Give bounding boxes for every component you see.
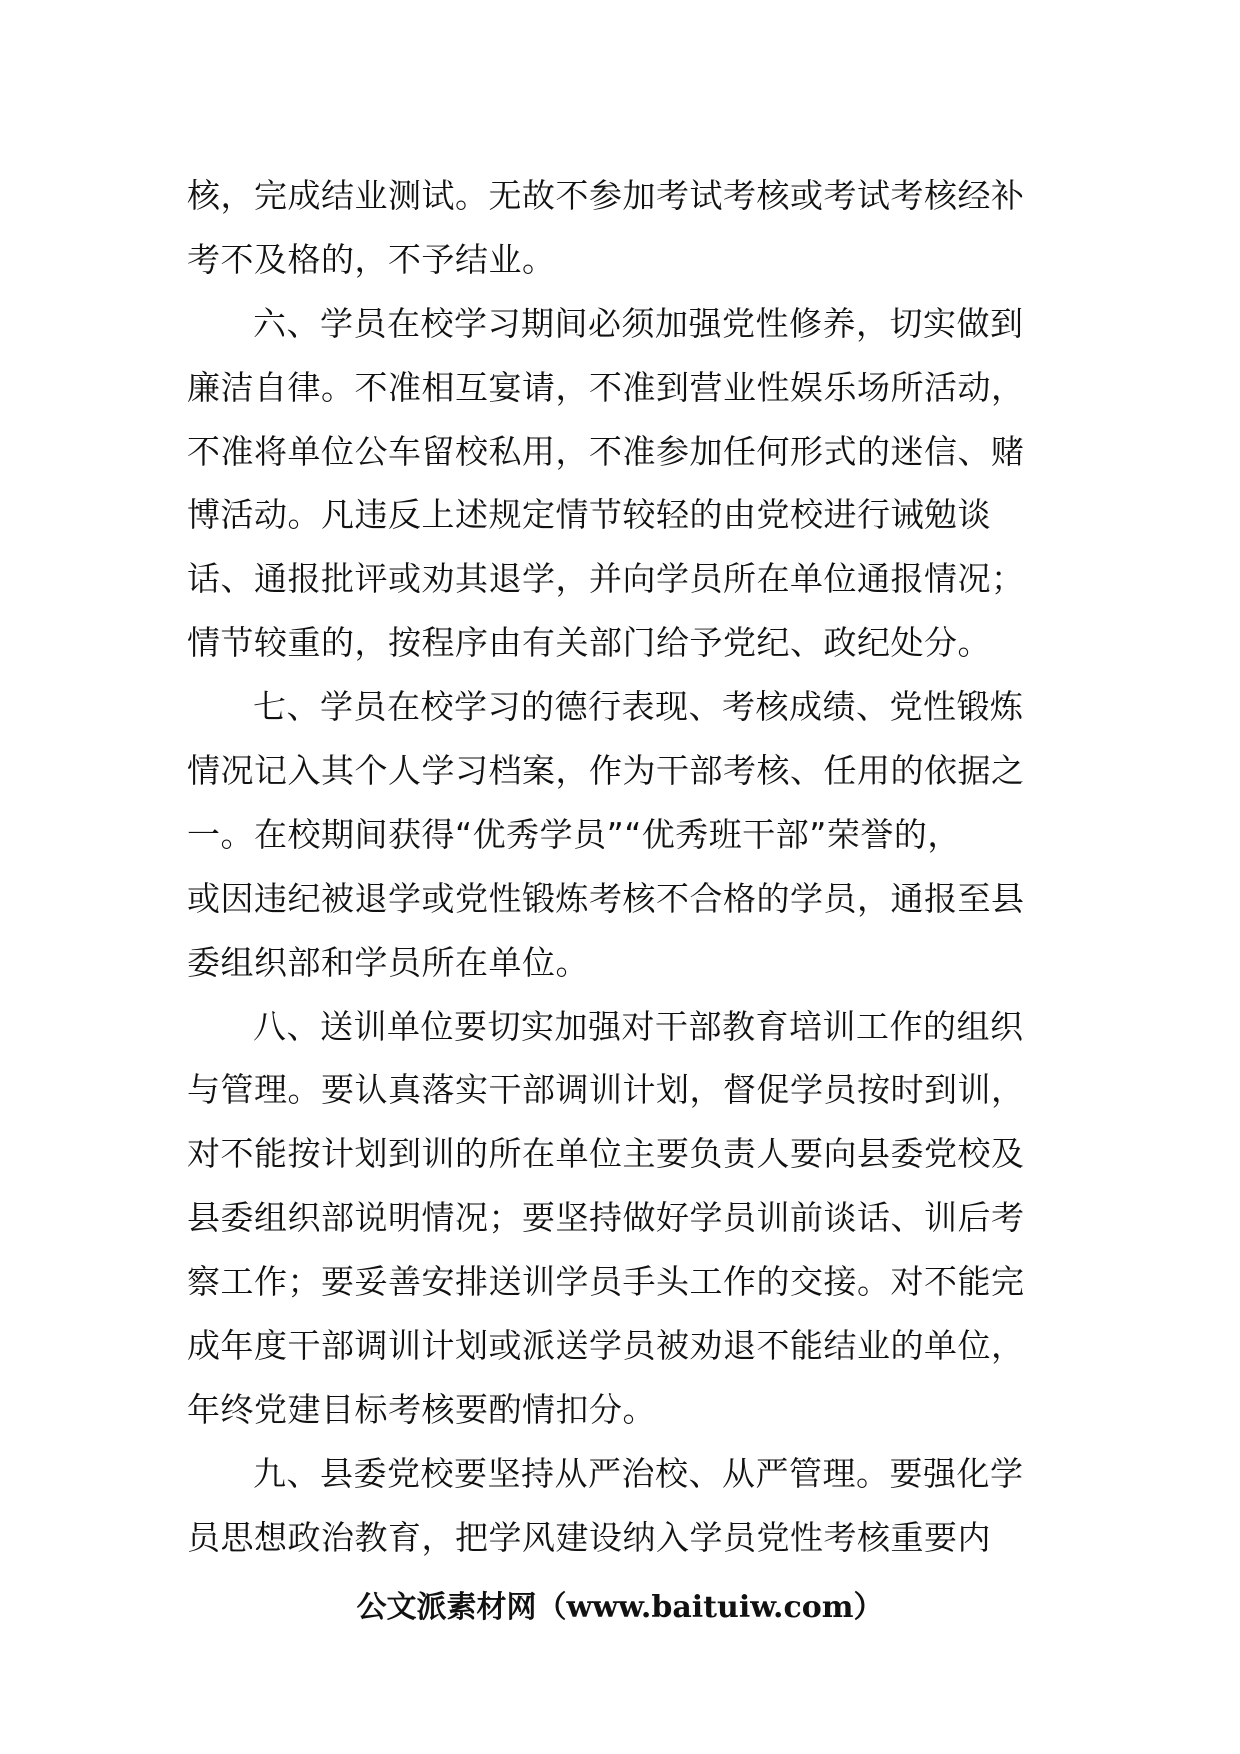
- paragraph-start-line: 六、学员在校学习期间必须加强党性修养，切实做到: [253, 303, 1024, 343]
- text-line: 话、通报批评或劝其退学，并向学员所在单位通报情况；: [187, 559, 1025, 599]
- text-line: 或因违纪被退学或党性锻炼考核不合格的学员，通报至县: [187, 878, 1025, 918]
- paragraph-start-line: 八、送训单位要切实加强对干部教育培训工作的组织: [253, 1006, 1024, 1046]
- footer-watermark-text: 公文派素材网（www.baituiw.com）: [356, 1590, 884, 1625]
- text-line: 员思想政治教育，把学风建设纳入学员党性考核重要内: [187, 1517, 991, 1557]
- text-line: 与管理。要认真落实干部调训计划，督促学员按时到训，: [187, 1070, 1025, 1110]
- text-line: 县委组织部说明情况；要坚持做好学员训前谈话、训后考: [187, 1198, 1025, 1238]
- text-line: 对不能按计划到训的所在单位主要负责人要向县委党校及: [187, 1134, 1025, 1174]
- text-line: 年终党建目标考核要酌情扣分。: [187, 1389, 656, 1429]
- text-line: 考不及格的，不予结业。: [187, 239, 556, 279]
- text-line: 博活动。凡违反上述规定情节较轻的由党校进行诫勉谈: [187, 495, 991, 535]
- text-line: 一。在校期间获得“优秀学员”“优秀班干部”荣誉的，: [187, 814, 961, 854]
- text-line: 廉洁自律。不准相互宴请，不准到营业性娱乐场所活动，: [187, 367, 1025, 407]
- text-line: 委组织部和学员所在单位。: [187, 942, 589, 982]
- text-line: 情节较重的，按程序由有关部门给予党纪、政纪处分。: [187, 623, 991, 663]
- text-line: 成年度干部调训计划或派送学员被劝退不能结业的单位，: [187, 1326, 1025, 1366]
- paragraph-start-line: 九、县委党校要坚持从严治校、从严管理。要强化学: [253, 1453, 1024, 1493]
- body-text: [187, 164, 1057, 1570]
- paragraph-start-line: 七、学员在校学习的德行表现、考核成绩、党性锻炼: [253, 687, 1024, 727]
- text-line: 情况记入其个人学习档案，作为干部考核、任用的依据之: [187, 751, 1025, 791]
- text-line: 察工作；要妥善安排送训学员手头工作的交接。对不能完: [187, 1262, 1025, 1302]
- text-line: 不准将单位公车留校私用，不准参加任何形式的迷信、赌: [187, 431, 1025, 471]
- text-line: 核，完成结业测试。无故不参加考试考核或考试考核经补: [187, 176, 1025, 215]
